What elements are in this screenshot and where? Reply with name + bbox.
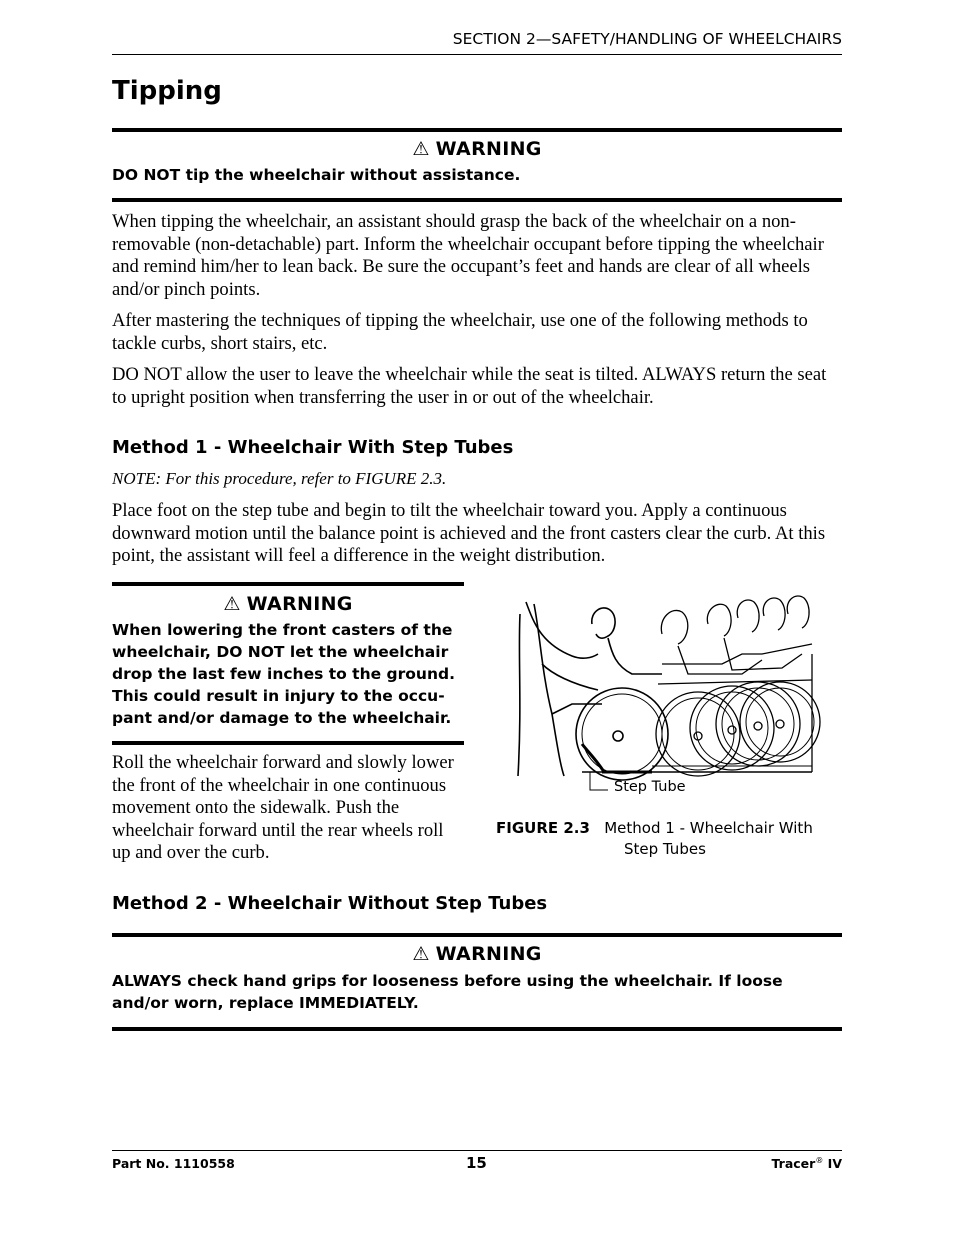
warning-triangle-icon: ⚠ xyxy=(412,943,430,965)
header-rule xyxy=(112,54,842,55)
method2-warning-text: ALWAYS check hand grips for looseness before using the wheelchair. If loose and/or worn, replace IMMEDIATELY. xyxy=(112,972,783,1012)
warning-rule-bottom xyxy=(112,198,842,202)
page-title: Tipping xyxy=(112,76,222,106)
step-tube-callout: Step Tube xyxy=(614,779,686,795)
warning-triangle-icon: ⚠ xyxy=(223,593,241,615)
method1-warning-rule-top xyxy=(112,582,464,586)
method2-warning-rule-top xyxy=(112,933,842,937)
method1-paragraph-1: Place foot on the step tube and begin to tilt the wheelchair toward you. Apply a continuous downward motion until the balance point is achieved and the front casters clear the curb. At this point, the assistant will feel a difference in the weight distribution. xyxy=(112,500,826,566)
figure-2-3-illustration xyxy=(512,594,822,804)
footer-page-number: 15 xyxy=(466,1154,487,1172)
figure-caption-line-2: Step Tubes xyxy=(624,840,706,858)
section-header: SECTION 2—SAFETY/HANDLING OF WHEELCHAIRS xyxy=(452,30,842,48)
warning-triangle-icon: ⚠ xyxy=(412,138,430,160)
warning-text: DO NOT tip the wheelchair without assistance. xyxy=(112,166,521,184)
method1-warning-text: When lowering the front casters of the wheelchair, DO NOT let the wheelchair drop the last few inches to the ground. This could result in injury to the occu- pant and/or damage to the wheelchair. xyxy=(112,621,455,727)
intro-paragraph-1: When tipping the wheelchair, an assistant should grasp the back of the wheelchair on a non-removable (non-detachable) part. Inform the wheelchair occupant before tipping the wheelchair and remind him/her to lean back. Be sure the occupant’s feet and hands are clear of all wheels and/or pinch points. xyxy=(112,211,824,300)
footer-part-number: Part No. 1110558 xyxy=(112,1156,235,1171)
figure-caption-line-1: Method 1 - Wheelchair With xyxy=(604,819,813,837)
method2-warning-heading: ⚠ WARNING xyxy=(412,943,542,965)
method1-heading: Method 1 - Wheelchair With Step Tubes xyxy=(112,437,514,458)
intro-paragraph-2: After mastering the techniques of tipping the wheelchair, use one of the following methods to tackle curbs, short stairs, etc. xyxy=(112,310,808,354)
method1-warning-heading: ⚠ WARNING xyxy=(223,593,353,615)
method2-warning-rule-bottom xyxy=(112,1027,842,1031)
method1-warning-rule-bottom xyxy=(112,741,464,745)
footer-product: Tracer® IV xyxy=(771,1156,842,1172)
warning-rule-top xyxy=(112,128,842,132)
warning-heading: ⚠ WARNING xyxy=(412,138,542,160)
intro-paragraph-3: DO NOT allow the user to leave the wheelchair while the seat is tilted. ALWAYS return the seat to upright position when transferring the user in or out of the wheelchair. xyxy=(112,364,827,408)
figure-caption xyxy=(496,819,842,858)
footer-rule xyxy=(112,1150,842,1151)
method1-paragraph-2: Roll the wheelchair forward and slowly lower the front of the wheelchair in one continuous movement onto the sidewalk. Push the wheelchair forward until the rear wheels roll up and over the curb. xyxy=(112,752,454,863)
method2-heading: Method 2 - Wheelchair Without Step Tubes xyxy=(112,893,548,914)
figure-number: FIGURE 2.3 xyxy=(496,819,590,837)
method1-note: NOTE: For this procedure, refer to FIGURE 2.3. xyxy=(112,469,447,488)
